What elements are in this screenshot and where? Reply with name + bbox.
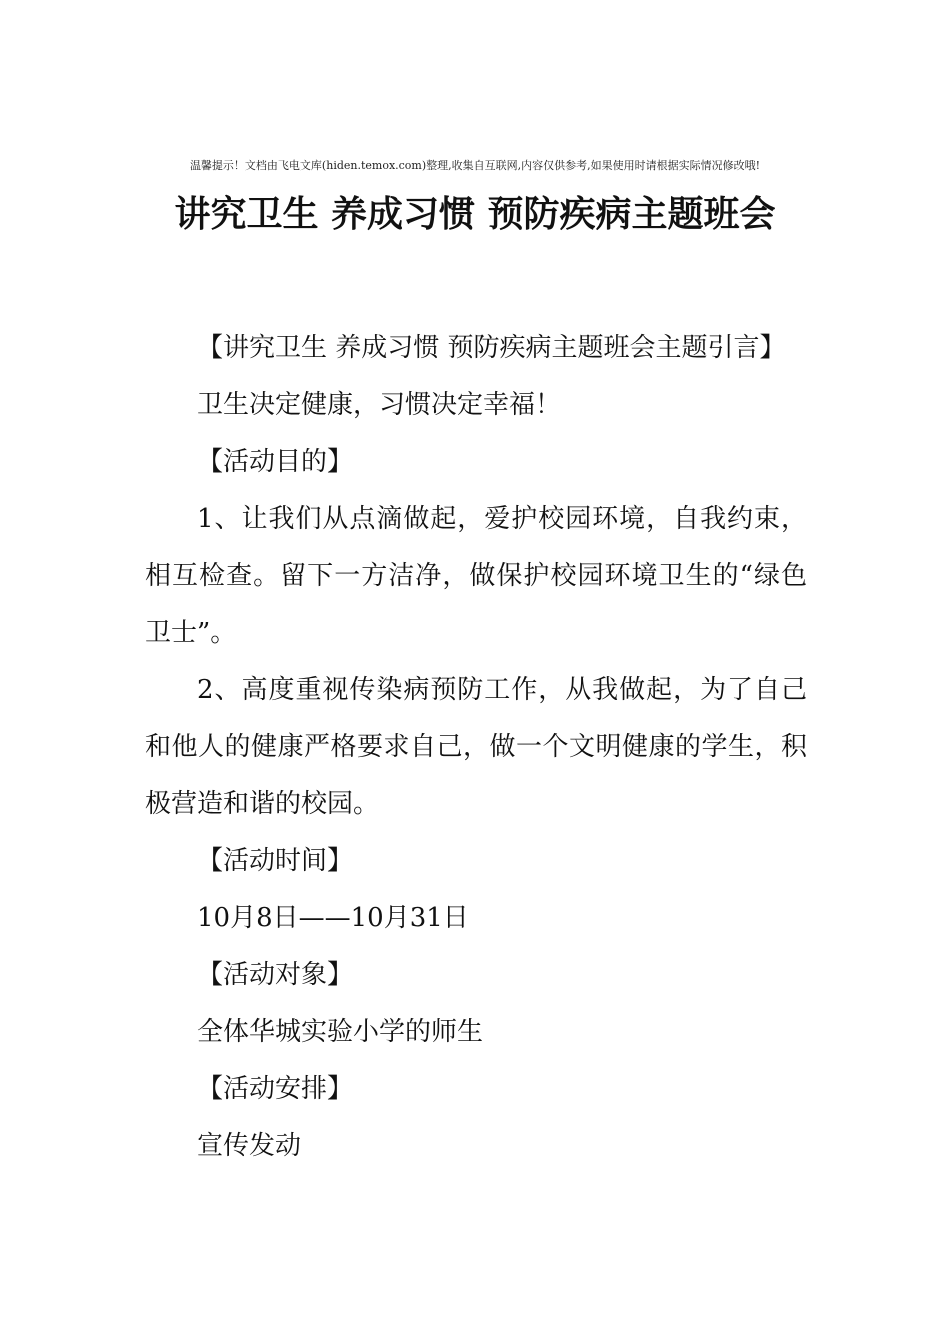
intro-heading: 【讲究卫生 养成习惯 预防疾病主题班会主题引言】	[197, 333, 786, 363]
time-value: 10月8日——10月31日	[197, 903, 469, 933]
time-heading: 【活动时间】	[197, 846, 354, 876]
purpose-item-1: 1、让我们从点滴做起，爱护校园环境，自我约束，相互检查。留下一方洁净，做保护校园环境卫生的“绿色卫士”。	[145, 504, 807, 648]
arrangement-item: 宣传发动	[197, 1131, 302, 1161]
purpose-item-2: 2、高度重视传染病预防工作，从我做起，为了自己和他人的健康严格要求自己，做一个文明健康的学生，积极营造和谐的校园。	[145, 675, 807, 819]
document-body	[145, 320, 807, 1175]
download-notice: 温馨提示！文档由飞电文库(hiden.temox.com)整理,收集自互联网,内容仅供参考,如果使用时请根据实际情况修改哦!	[189, 159, 761, 172]
audience-value: 全体华城实验小学的师生	[197, 1017, 484, 1047]
intro-slogan: 卫生决定健康，习惯决定幸福！	[197, 390, 562, 420]
arrangement-heading: 【活动安排】	[197, 1074, 354, 1104]
document-title: 讲究卫生 养成习惯 预防疾病主题班会	[174, 193, 776, 235]
purpose-heading: 【活动目的】	[197, 447, 354, 477]
audience-heading: 【活动对象】	[197, 960, 354, 990]
